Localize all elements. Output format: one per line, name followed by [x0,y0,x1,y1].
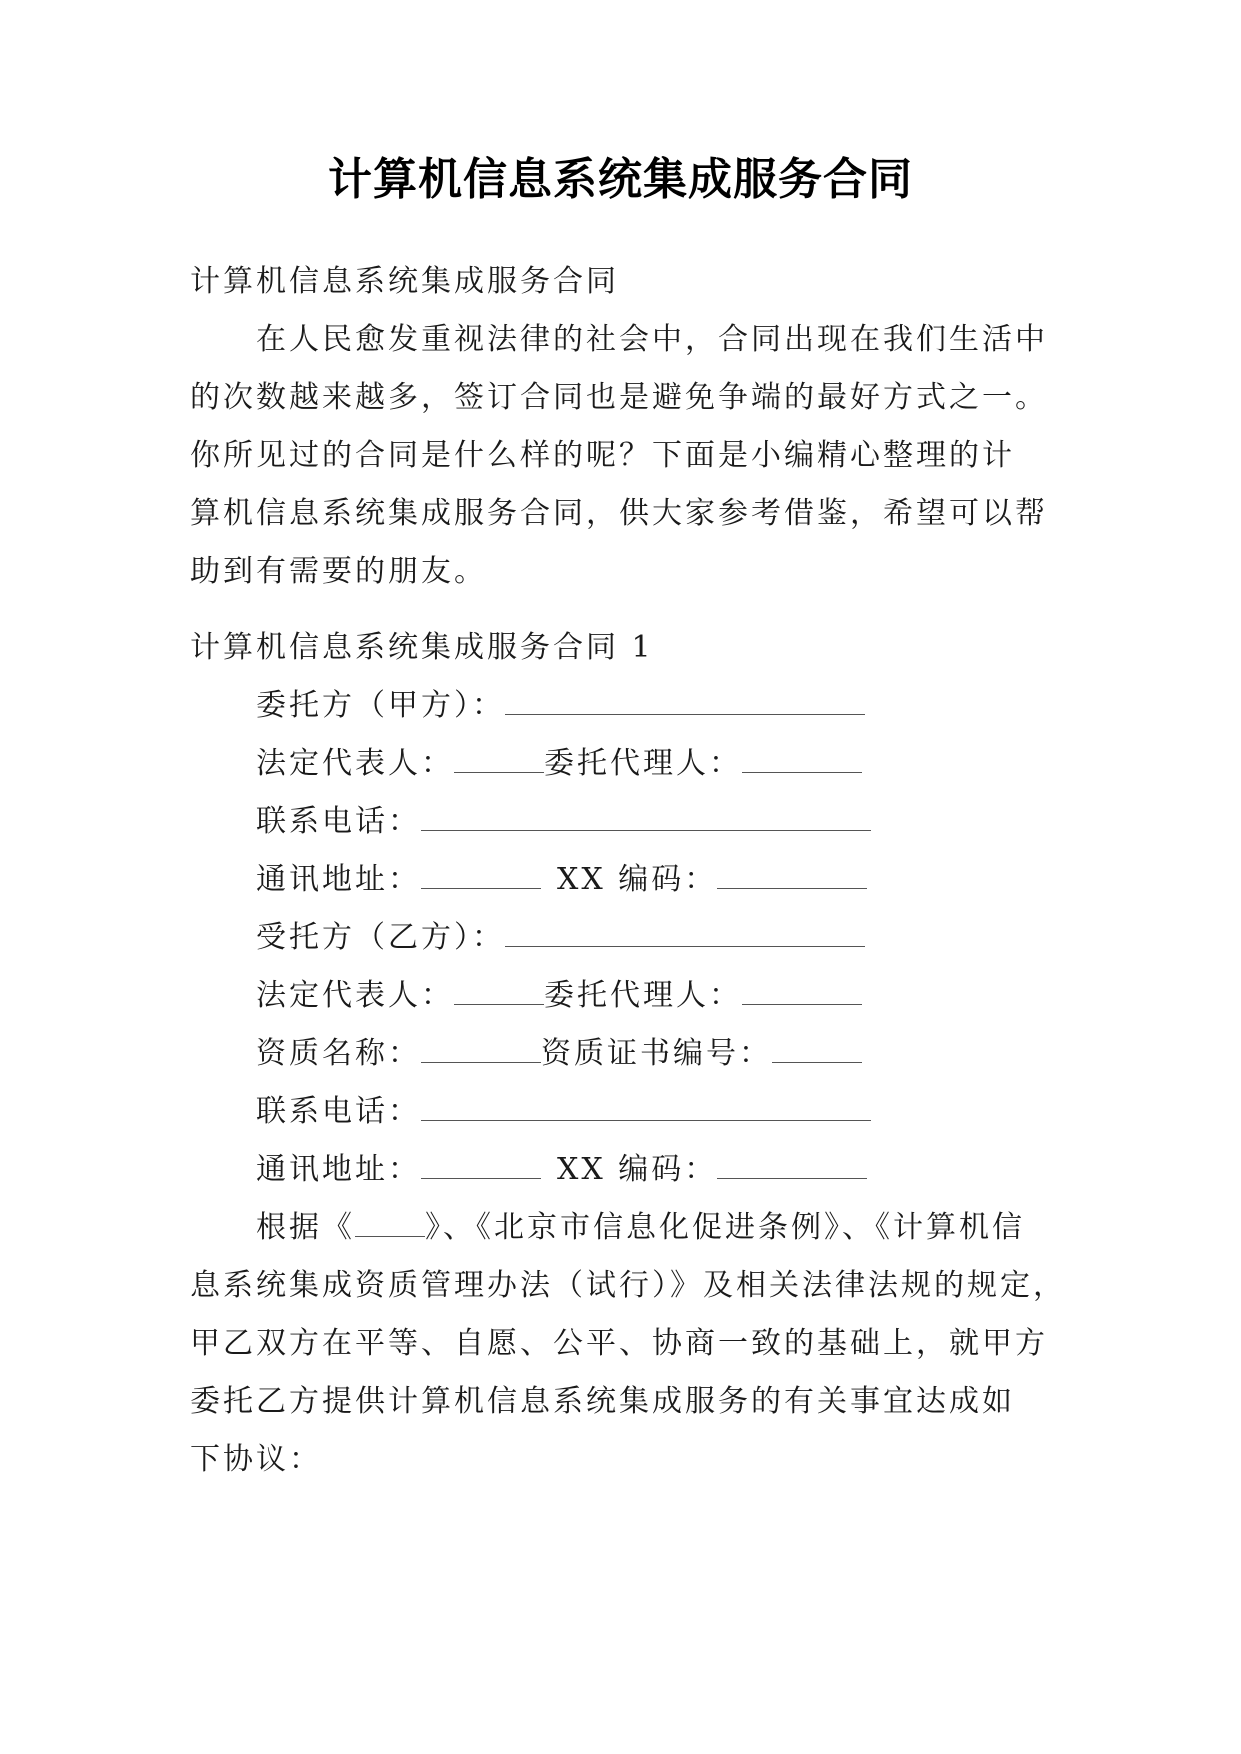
postcode-a-blank[interactable] [717,852,867,889]
legal-rep-a-blank[interactable] [454,736,544,773]
agent-a-blank[interactable] [742,736,862,773]
postcode-b-blank[interactable] [717,1142,867,1179]
basis-line: 下协议： [190,1442,322,1477]
document-subtitle: 计算机信息系统集成服务合同 [190,264,619,299]
legal-rep-b-row [190,967,1070,1025]
address-b-row [190,1141,1070,1199]
intro-line: 助到有需要的朋友。 [190,554,487,589]
qualification-name-label: 资质名称： [256,1036,421,1071]
legal-rep-a-label: 法定代表人： [256,746,454,781]
address-a-blank[interactable] [421,852,541,889]
phone-b-row [190,1083,1070,1141]
legal-rep-a-row [190,735,1070,793]
address-a-label: 通讯地址： [256,862,421,897]
legal-rep-b-label: 法定代表人： [256,978,454,1013]
qualification-cert-blank[interactable] [772,1026,862,1063]
contract-section [190,619,1070,1489]
phone-b-blank[interactable] [421,1084,871,1121]
phone-a-row [190,793,1070,851]
agent-b-blank[interactable] [742,968,862,1005]
intro-block [190,253,1070,601]
qualification-row [190,1025,1070,1083]
intro-line: 算机信息系统集成服务合同，供大家参考借鉴，希望可以帮 [190,496,1048,531]
basis-line: 息系统集成资质管理办法（试行）》及相关法律法规的规定， [190,1268,1066,1303]
agent-b-label: 委托代理人： [544,978,742,1013]
intro-line: 你所见过的合同是什么样的呢？下面是小编精心整理的计 [190,438,1015,473]
party-b-label: 受托方（乙方）： [256,920,505,955]
qualification-name-blank[interactable] [421,1026,541,1063]
section-heading: 计算机信息系统集成服务合同 1 [190,630,654,665]
intro-line: 在人民愈发重视法律的社会中，合同出现在我们生活中 [256,322,1048,357]
address-a-row [190,851,1070,909]
basis-line: 甲乙双方在平等、自愿、公平、协商一致的基础上，就甲方 [190,1326,1048,1361]
party-b-blank[interactable] [505,910,865,947]
party-a-row [190,677,1070,735]
basis-line [190,1199,1070,1257]
document-title: 计算机信息系统集成服务合同 [328,154,913,205]
legal-rep-b-blank[interactable] [454,968,544,1005]
party-b-row [190,909,1070,967]
phone-a-blank[interactable] [421,794,871,831]
basis-line: 委托乙方提供计算机信息系统集成服务的有关事宜达成如 [190,1384,1015,1419]
intro-line: 的次数越来越多，签订合同也是避免争端的最好方式之一。 [190,380,1048,415]
party-a-blank[interactable] [505,678,865,715]
address-b-blank[interactable] [421,1142,541,1179]
agent-a-label: 委托代理人： [544,746,742,781]
postcode-b-label: XX 编码： [557,1152,718,1187]
address-b-label: 通讯地址： [256,1152,421,1187]
qualification-cert-label: 资质证书编号： [541,1036,772,1071]
postcode-a-label: XX 编码： [557,862,718,897]
party-a-label: 委托方（甲方）： [256,688,505,723]
phone-a-label: 联系电话： [256,804,421,839]
law-name-blank[interactable] [355,1200,425,1237]
basis-suffix: 》、《北京市信息化促进条例》、《计算机信 [425,1210,1025,1245]
phone-b-label: 联系电话： [256,1094,421,1129]
basis-prefix: 根据《 [256,1210,355,1245]
